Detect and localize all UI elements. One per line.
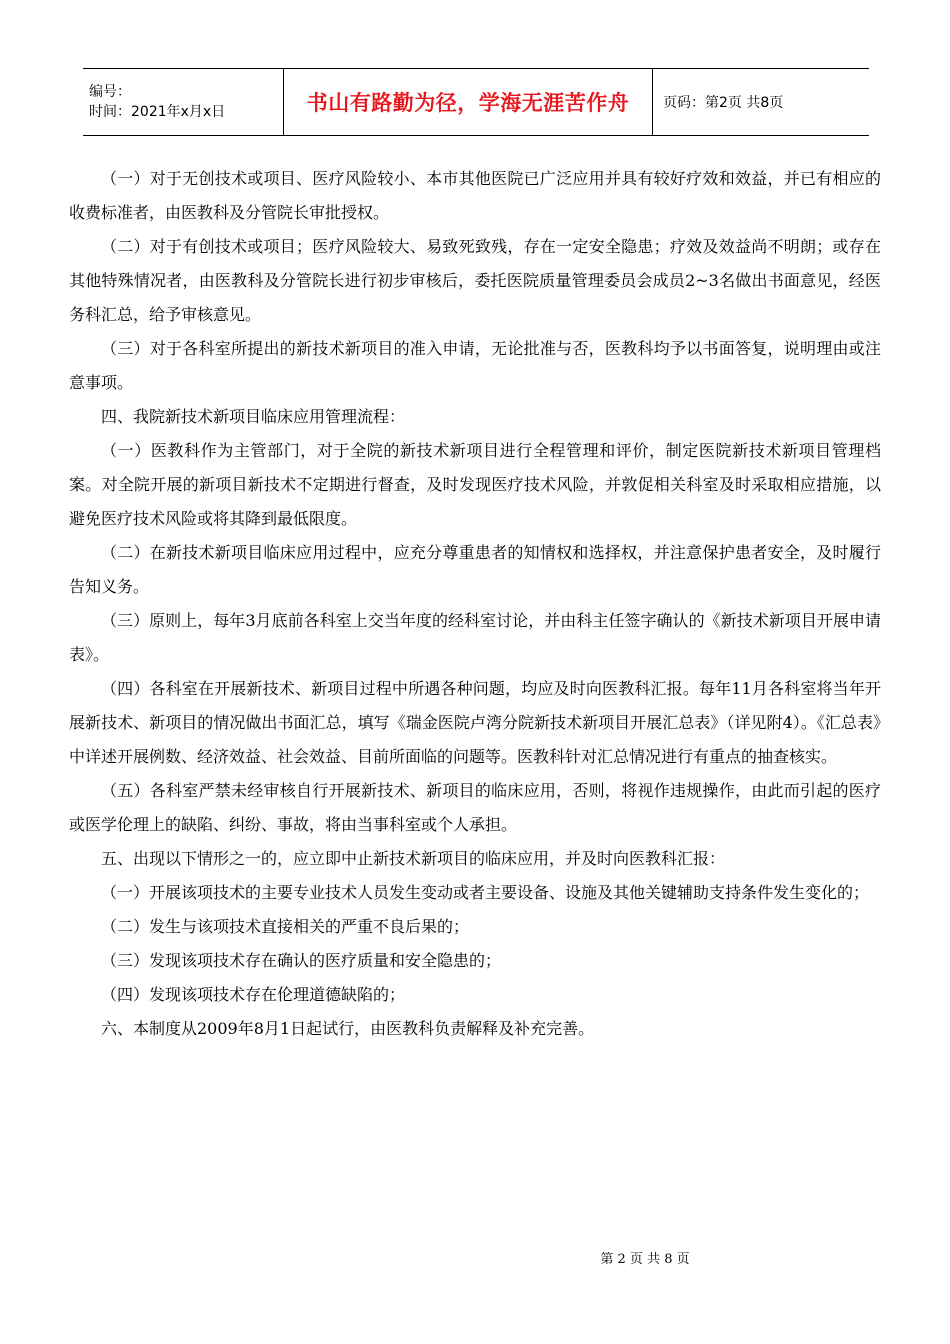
paragraph: （四）各科室在开展新技术、新项目过程中所遇各种问题，均应及时向医教科汇报。每年11月各科室将当年开展新技术、新项目的情况做出书面汇总，填写《瑞金医院卢湾分院新技术新项目开展汇总表》（详见附4）。《汇总表》中详述开展例数、经济效益、社会效益、目前所面临的问题等。医教科针对汇总情况进行有重点的抽查核实。 — [69, 679, 881, 766]
paragraph: （一）对于无创技术或项目、医疗风险较小、本市其他医院已广泛应用并具有较好疗效和效益，并已有相应的收费标准者，由医教科及分管院长审批授权。 — [69, 169, 881, 222]
section-heading: 五、出现以下情形之一的，应立即中止新技术新项目的临床应用，并及时向医教科汇报： — [101, 849, 726, 868]
paragraph: （一）医教科作为主管部门，对于全院的新技术新项目进行全程管理和评价，制定医院新技术新项目管理档案。对全院开展的新项目新技术不定期进行督查，及时发现医疗技术风险，并敦促相关科室及时采取相应措施，以避免医疗技术风险或将其降到最低限度。 — [69, 441, 881, 528]
paragraph: （三）对于各科室所提出的新技术新项目的准入申请，无论批准与否，医教科均予以书面答复，说明理由或注意事项。 — [69, 339, 881, 392]
section-heading: 六、本制度从2009年8月1日起试行，由医教科负责解释及补充完善。 — [101, 1019, 595, 1038]
document-number-label: 编号： — [89, 84, 131, 100]
footer-page-number: 第 2 页 共 8 页 — [600, 1252, 690, 1267]
paragraph: （四）发现该项技术存在伦理道德缺陷的； — [101, 985, 406, 1004]
paragraph: （三）发现该项技术存在确认的医疗质量和安全隐患的； — [101, 951, 502, 970]
header-motto: 书山有路勤为径，学海无涯苦作舟 — [306, 91, 630, 115]
header-page-info-cell — [653, 69, 869, 135]
page-footer — [0, 1248, 950, 1267]
paragraph: （一）开展该项技术的主要专业技术人员发生变动或者主要设备、设施及其他关键辅助支持条件发生变化的； — [101, 883, 870, 902]
document-body — [69, 162, 881, 1046]
paragraph: （三）原则上，每年3月底前各科室上交当年度的经科室讨论，并由科主任签字确认的《新技术新项目开展申请表》。 — [69, 611, 881, 664]
section-heading: 四、我院新技术新项目临床应用管理流程： — [101, 407, 406, 426]
page-header — [83, 68, 869, 136]
header-meta — [83, 69, 283, 135]
paragraph: （二）在新技术新项目临床应用过程中，应充分尊重患者的知情权和选择权，并注意保护患者安全，及时履行告知义务。 — [69, 543, 881, 596]
paragraph: （二）对于有创技术或项目；医疗风险较大、易致死致残，存在一定安全隐患；疗效及效益尚不明朗；或存在其他特殊情况者，由医教科及分管院长进行初步审核后，委托医院质量管理委员会成员2~3名做出书面意见，经医务科汇总，给予审核意见。 — [69, 237, 881, 324]
header-page-info: 页码：第2页 共8页 — [663, 95, 784, 111]
document-time: 时间：2021年x月x日 — [89, 104, 226, 120]
paragraph: （五）各科室严禁未经审核自行开展新技术、新项目的临床应用，否则，将视作违规操作，由此而引起的医疗或医学伦理上的缺陷、纠纷、事故，将由当事科室或个人承担。 — [69, 781, 881, 834]
paragraph: （二）发生与该项技术直接相关的严重不良后果的； — [101, 917, 470, 936]
header-motto-cell — [283, 69, 653, 135]
